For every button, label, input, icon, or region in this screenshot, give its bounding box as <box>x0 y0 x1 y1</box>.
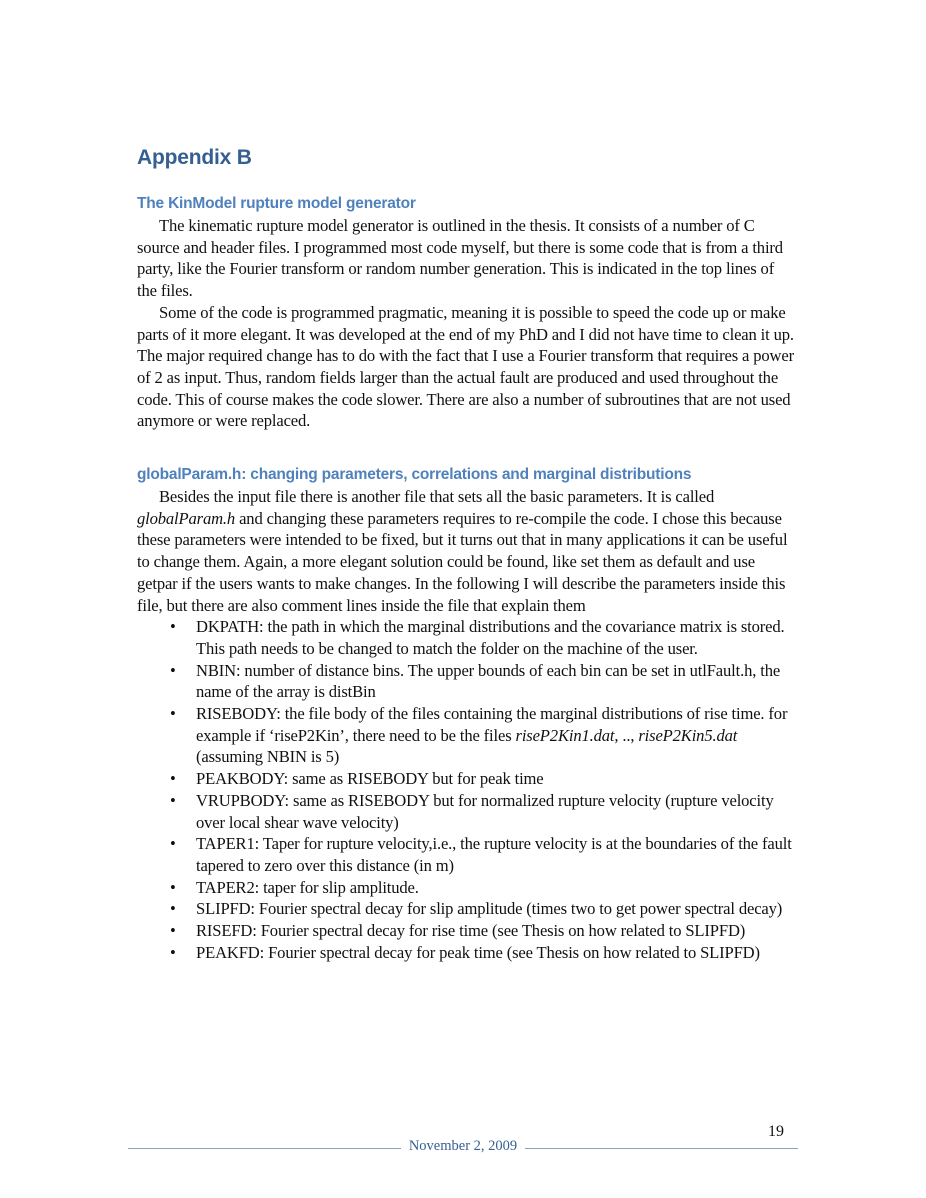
section-heading: The KinModel rupture model generator <box>137 195 416 212</box>
section-kinmodel <box>137 195 797 432</box>
filename-italic: globalParam.h <box>137 508 236 528</box>
paragraph: Besides the input file there is another file that sets all the basic parameters. It is called globalParam.h and changing these parameters requires to re-compile the code. I chose this because these parameters were intended to be fixed, but it turns out that in many applications it can be useful to change them. Again, a more elegant solution could be found, like set them as default and use getpar if the users wants to make changes. In the following I will describe the parameters inside this file, but there are also comment lines inside the file that explain them <box>137 487 788 615</box>
list-item: • SLIPFD: Fourier spectral decay for slip amplitude (times two to get power spectral decay) <box>170 899 783 919</box>
section-heading: globalParam.h: changing parameters, correlations and marginal distributions <box>137 466 692 483</box>
footer-date: November 2, 2009 <box>401 1138 525 1154</box>
bullet-icon: • <box>170 921 176 941</box>
bullet-icon: • <box>170 660 176 680</box>
list-item: • PEAKBODY: same as RISEBODY but for peak time <box>170 769 544 789</box>
list-item: • NBIN: number of distance bins. The upper bounds of each bin can be set in utlFault.h, the name of the array is distBin <box>170 660 781 702</box>
parameter-list <box>137 616 797 963</box>
list-item: • VRUPBODY: same as RISEBODY but for normalized rupture velocity (rupture velocity over local shear wave velocity) <box>170 790 774 832</box>
bullet-icon: • <box>170 790 176 810</box>
bullet-icon: • <box>170 834 176 854</box>
page-footer <box>128 1138 798 1158</box>
page-number: 19 <box>768 1123 784 1140</box>
appendix-title: Appendix B <box>137 146 252 169</box>
list-item: • TAPER1: Taper for rupture velocity,i.e., the rupture velocity is at the boundaries of the fault tapered to zero over this distance (in m) <box>170 834 792 875</box>
list-item: • RISEFD: Fourier spectral decay for rise time (see Thesis on how related to SLIPFD) <box>170 921 746 941</box>
bullet-icon: • <box>170 617 176 637</box>
bullet-icon: • <box>170 942 176 962</box>
list-item: • DKPATH: the path in which the marginal distributions and the covariance matrix is stored. This path needs to be changed to match the folder on the machine of the user. <box>170 617 785 658</box>
bullet-icon: • <box>170 769 176 789</box>
bullet-icon: • <box>170 899 176 919</box>
list-item: • RISEBODY: the file body of the files containing the marginal distributions of rise time. for example if ‘riseP2Kin’, there need to be the files riseP2Kin1.dat, .., riseP2Kin5.dat (assuming NBIN is 5) <box>170 704 788 767</box>
bullet-icon: • <box>170 704 176 724</box>
paragraph: Some of the code is programmed pragmatic, meaning it is possible to speed the code up or make parts of it more elegant. It was developed at the end of my PhD and I did not have time to clean it up. The major required change has to do with the fact that I use a Fourier transform that requires a power of 2 as input. Thus, random fields larger than the actual fault are produced and used throughout the code. This of course makes the code slower. There are also a number of subroutines that are not used anymore or were replaced. <box>137 302 794 431</box>
list-item: • TAPER2: taper for slip amplitude. <box>170 877 419 897</box>
section-globalparam <box>137 466 797 963</box>
bullet-icon: • <box>170 877 176 897</box>
list-item: • PEAKFD: Fourier spectral decay for peak time (see Thesis on how related to SLIPFD) <box>170 942 760 962</box>
paragraph: The kinematic rupture model generator is outlined in the thesis. It consists of a number of C source and header files. I programmed most code myself, but there is some code that is from a third party, like the Fourier transform or random number generation. This is indicated in the top lines of the files. <box>137 216 783 301</box>
